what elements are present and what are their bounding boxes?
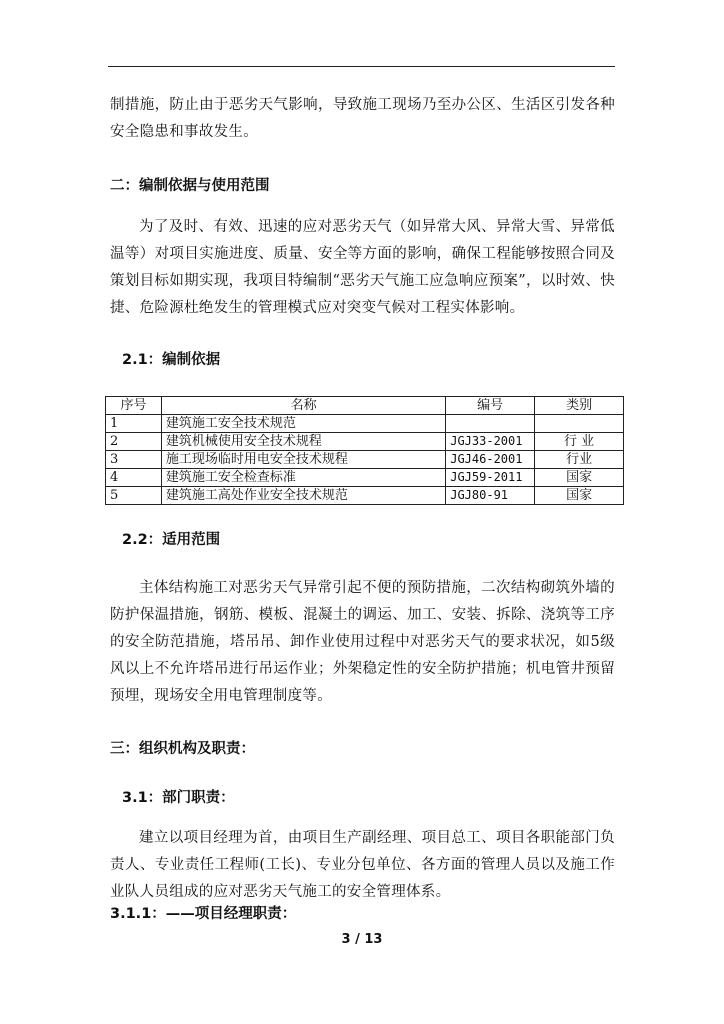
cell-category: 行业 — [535, 451, 624, 469]
table-row — [106, 487, 624, 505]
section-3-1-heading: 3.1：部门职责： — [122, 790, 235, 806]
col-header-name: 名称 — [161, 397, 445, 415]
cell-code: JGJ33-2001 — [446, 433, 535, 451]
table-row — [106, 451, 624, 469]
section-2-1-heading: 2.1：编制依据 — [122, 352, 221, 368]
cell-name: 建筑机械使用安全技术规程 — [161, 433, 445, 451]
col-header-no: 序号 — [106, 397, 162, 415]
cell-name: 建筑施工安全技术规范 — [161, 415, 445, 433]
section-2-heading: 二：编制依据与使用范围 — [110, 178, 270, 194]
cell-name: 建筑施工高处作业安全技术规范 — [161, 487, 445, 505]
cell-no: 1 — [106, 415, 162, 433]
cell-category: 行 业 — [535, 433, 624, 451]
section-3-1-1-heading: 3.1.1：——项目经理职责： — [110, 906, 297, 922]
cell-category: 国家 — [535, 469, 624, 487]
cell-no: 3 — [106, 451, 162, 469]
col-header-category: 类别 — [535, 397, 624, 415]
col-header-code: 编号 — [446, 397, 535, 415]
cell-name: 建筑施工安全检查标准 — [161, 469, 445, 487]
intro-paragraph: 制措施，防止由于恶劣天气影响，导致施工现场乃至办公区、生活区引发各种安全隐患和事故发生。 — [110, 97, 615, 140]
section-2-2-heading: 2.2：适用范围 — [122, 532, 221, 548]
table-row — [106, 415, 624, 433]
header-rule — [108, 66, 615, 67]
cell-code: JGJ80-91 — [446, 487, 535, 505]
cell-no: 5 — [106, 487, 162, 505]
section-3-1-paragraph: 建立以项目经理为首，由项目生产副经理、项目总工、项目各职能部门负责人、专业责任工程师(工长)、专业分包单位、各方面的管理人员以及施工作业队人员组成的应对恶劣天气施工的安全管理体系。 — [110, 830, 615, 900]
page-number: 3 / 13 — [341, 932, 383, 947]
cell-no: 4 — [106, 469, 162, 487]
section-2-paragraph: 为了及时、有效、迅速的应对恶劣天气（如异常大风、异常大雪、异常低温等）对项目实施进度、质量、安全等方面的影响，确保工程能够按照合同及策划目标如期实现，我项目特编制“恶劣天气施工应急响应预案”，以时效、快捷、危险源杜绝发生的管理模式应对突变气候对工程实体影响。 — [110, 219, 615, 316]
table-header-row — [106, 397, 624, 415]
cell-category — [535, 415, 624, 433]
table-row — [106, 433, 624, 451]
section-3-heading: 三：组织机构及职责： — [110, 741, 255, 757]
cell-category: 国家 — [535, 487, 624, 505]
cell-code: JGJ59-2011 — [446, 469, 535, 487]
norms-table — [105, 396, 624, 505]
section-2-2-paragraph: 主体结构施工对恶劣天气异常引起不便的预防措施，二次结构砌筑外墙的防护保温措施，钢筋、模板、混凝土的调运、加工、安装、拆除、浇筑等工序的安全防范措施，塔吊吊、卸作业使用过程中对恶劣天气的要求状况，如5级风以上不允许塔吊进行吊运作业；外架稳定性的安全防护措施；机电管井预留预埋，现场安全用电管理制度等。 — [110, 580, 615, 704]
cell-code: JGJ46-2001 — [446, 451, 535, 469]
table-row — [106, 469, 624, 487]
cell-no: 2 — [106, 433, 162, 451]
cell-name: 施工现场临时用电安全技术规程 — [161, 451, 445, 469]
cell-code — [446, 415, 535, 433]
